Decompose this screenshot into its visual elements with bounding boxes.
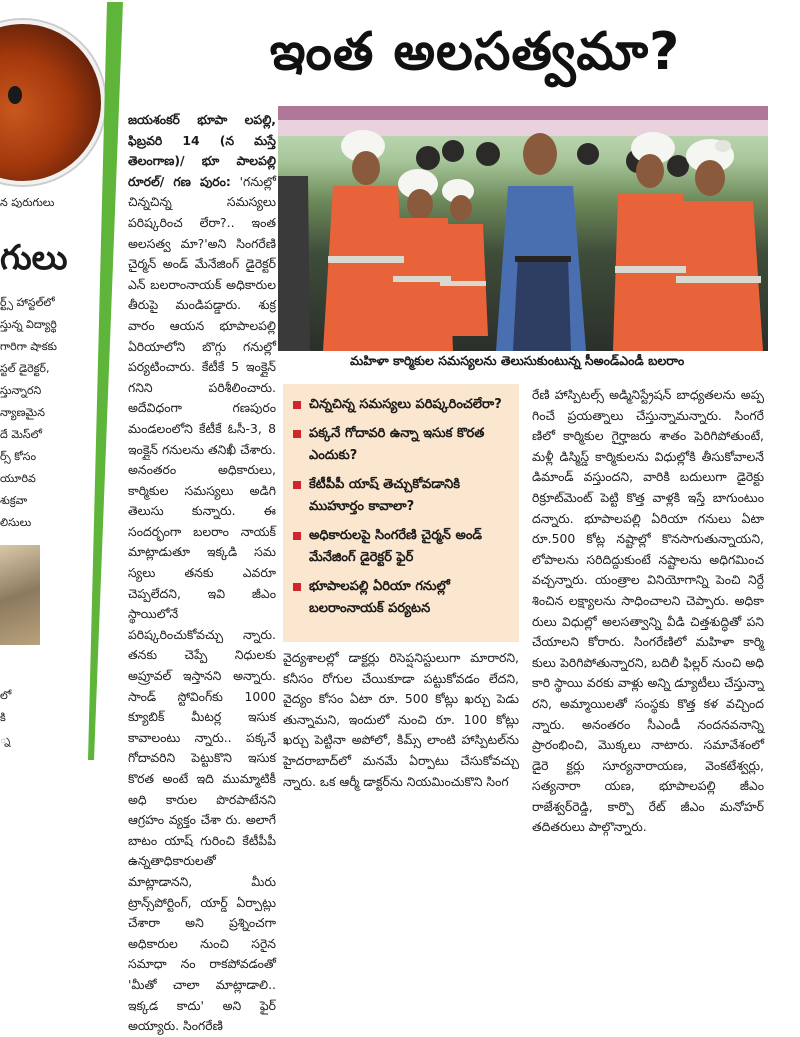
article-column-2: వైద్యశాలల్లో డాక్టర్లు రిసెప్షనిస్టులుగా మారారని, కనీసం రోగుల చేయికూడా పట్టుకోవడం లేదని, వైద్యం కోసం ఏటా రూ. 500 కోట్లు ఖర్చు పెడు తున్నామని, ఇందులో నుంచి రూ. 100 కోట్లు ఖర్చు పెట్టినా అపోలో, కిమ్స్ లాంటి హాస్పిటల్‌ను హైదరాబాద్‌లో మనమే ఏర్పాటు చేసుకోవచ్చు న్నారు. ఒక ఆర్మీ డాక్టర్‌ను నియమించుకొని సింగ bbox=[283, 650, 519, 789]
highlight-item: అధికారులపై సింగరేణి చైర్మన్ అండ్ మేనేజింగ్ డైరెక్టర్ ఫైర్ bbox=[291, 525, 513, 569]
photo-caption: మహిళా కార్మికుల సమస్యలను తెలుసుకుంటున్న సీఅండ్ఎండీ బలరాం bbox=[350, 353, 685, 368]
article-body-1: 'గనుల్లో చిన్నచిన్న సమస్యలు పరిష్కరించ లేరా?.. ఇంత అలసత్వ మా?'అని సింగరేణి చైర్మన్ అండ్ మేనేజింగ్ డైరెక్టర్ ఎన్ బలరాంనాయక్ అధికారుల తీరుపై మండిపడ్డారు. శుక్ర వారం ఆయన భూపాలపల్లి ఏరియాలోని బొగ్గు గనుల్లో పర్యటించారు. కేటీకే 5 ఇంక్లైన్ గనిని పరిశీలించారు. అదేవిధంగా గణపురం మండలంలోని కేటీకే ఓసీ-3, 8 ఇంక్లైన్ గనులను తనిఖీ చేశారు. అనంతరం అధికారులు, కార్మికుల సమస్యలు అడిగి తెలుసు కున్నారు. ఈ సందర్భంగా బలరాం నాయక్ మాట్లాడుతూ ఇక్కడి సమ స్యలు తనకు ఎవరూ చెప్పలేదని, ఇవి జీఎం స్థాయిలోనే పరిష్కరించుకోవచ్చు న్నారు. తనకు చెప్పే నిధులకు అప్రూవల్ ఇస్తానని అన్నారు. సాండ్ స్టోవింగ్‌కు 1000 క్యూబిక్ మీటర్ల ఇసుక కావాలంటు న్నారు.. పక్కనే గోదావరిని పెట్టుకొని ఇసుక కొరత అంటే ఇది ముమ్మాటికీ అధి కారుల పొరపాటేనని ఆగ్రహం వ్యక్తం చేశా రు. అలాగే బాటం యాష్ గురించి కేటీపీపీ ఉన్నతాధికారులతో మాట్లాడానని, మీరు ట్రాన్స్‌పోర్టింగ్, యార్డ్ ఏర్పాట్లు చేశారా అని ప్రశ్నించగా అధికారుల నుంచి సరైన సమాధా నం రాకపోవడంతో 'మీతో చాలా మాట్లాడాలి.. ఇక్కడ కాదు' అని ఫైర్ అయ్యారు. సింగరేణి bbox=[128, 173, 276, 1034]
adjacent-article-text: ర్ట్స్ హాస్టల్‌లో స్తున్న విద్యార్థి గారిగా షాకకు స్టల్ డైరెక్టర్, స్తున్నారని న్యాణమైన దే మెస్‌లో ర్స్ కోసం యూరివ శుక్రవా లిసులు bbox=[0, 296, 57, 529]
article-column-1 bbox=[128, 110, 276, 1037]
dateline: జయశంకర్ భూపా లపల్లి, ఫిబ్రవరి 14 (న మస్తే తెలంగాణ)/ భూ పాలపల్లి రూరల్/ గణ పురం: bbox=[128, 112, 276, 189]
highlight-item: భూపాలపల్లి ఏరియా గనుల్లో బలరాంనాయక్ పర్యటన bbox=[291, 576, 513, 620]
highlight-item: చిన్నచిన్న సమస్యలు పరిష్కరించలేరా? bbox=[291, 394, 513, 416]
highlights-box bbox=[283, 384, 519, 642]
adjacent-article-text-bottom: లో కి ్న bbox=[0, 689, 12, 746]
adjacent-article-caption: న పురుగులు bbox=[0, 196, 55, 209]
adjacent-article-heading: గులు bbox=[0, 238, 68, 278]
adjacent-article-photo bbox=[0, 545, 40, 645]
adjacent-article-thumbnail bbox=[0, 20, 105, 185]
adjacent-article-strip bbox=[0, 0, 140, 850]
news-photo bbox=[278, 106, 768, 351]
article-column-3: రేణి హాస్పిటల్స్ అడ్మినిస్ట్రేషన్ బాధ్యతలను అప్ప గించే ప్రయత్నాలు చేస్తున్నామన్నారు. సింగరే ణిలో కార్మికుల గైర్హాజరు శాతం పెరిగిపోతుంటే, మళ్లీ డిస్మిస్డ్ కార్మికులను విధుల్లోకి తీసుకోవాలనే డిమాండ్ వస్తుందని, వారికి బదులుగా డైరెక్టు రిక్రూట్‌మెంట్ పెట్టి కొత్త వాళ్లకి ఇస్తే బాగుంటుం దన్నారు. భూపాలపల్లి ఏరియా గనులు ఏటా రూ.500 కోట్ల నష్టాల్లో కొనసాగుతున్నాయని, లోపాలను సరిదిద్దుకుంటే నష్టాలను అధిగమించ వచ్చన్నారు. యంత్రాల వినియోగాన్ని పెంచి నిర్దే శించిన లక్ష్యాలను సాధించాలని చెప్పారు. అధికా రులు విధుల్లో అలసత్వాన్ని వీడి చిత్తశుద్ధితో పని చేయాలని కోరారు. సింగరేణిలో మహిళా కార్మి కులు పెరిగిపోతున్నారని, బదిలీ ఫిల్లర్ నుంచి అధి కారి స్థాయి వరకు వాళ్లు అన్ని డ్యూటీలు చేస్తున్నా రని, అమ్మాయిలతో సంస్థకు కొత్త కళ వచ్చింద న్నారు. అనంతరం సీఎండీ నందనవనాన్ని ప్రారంభించి, మొక్కలు నాటారు. సమావేశంలో డైరె క్టర్లు సూర్యనారాయణ, వెంకటేశ్వర్లు, సత్యనారా యణ, భూపాలపల్లి జీఎం రాజేశ్వర్‌రెడ్డి, కార్పొ రేట్ జీఎం మనోహర్ తదితరులు పాల్గొన్నారు. bbox=[532, 387, 764, 835]
headline: ఇంత అలసత్వమా? bbox=[269, 22, 681, 82]
highlight-item: పక్కనే గోదావరి ఉన్నా ఇసుక కొరత ఎందుకు? bbox=[291, 423, 513, 467]
highlight-item: కేటీపీపీ యాష్ తెచ్చుకోవడానికి ముహూర్తం కావాలా? bbox=[291, 474, 513, 518]
